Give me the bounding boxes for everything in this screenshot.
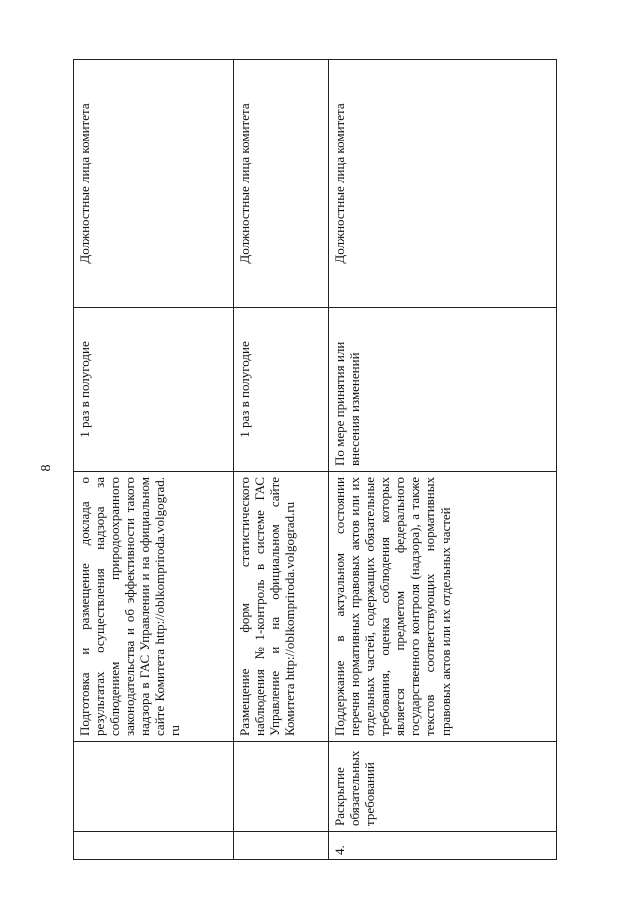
row-responsible: Должностные лица комитета [329,60,557,308]
row-area [74,742,234,832]
row-number [234,832,329,860]
page-number: 8 [39,464,54,472]
row-activity [234,472,329,742]
row-term: 1 раз в полугодие [234,308,329,472]
row-number: 4. [329,832,557,860]
row-responsible: Должностные лица комитета [234,60,329,308]
row-number [74,832,234,860]
row-term: 1 раз в полугодие [74,308,234,472]
row-area: Раскрытие обязательных требований [329,742,557,832]
activity-text: Размещение форм статистического наблюдения №1-контроль в системе ГАС Управление и на официальном сайте Комитета [237,477,298,736]
measures-table [73,59,557,860]
row-term: По мере принятия или внесения изменений [329,308,557,472]
activity-url: http://oblkompriroda.volgograd.ru [152,477,183,736]
table-row [234,60,329,860]
activity-url: http://oblkompriroda.volgograd.ru [282,501,298,681]
table-row [329,60,557,860]
row-activity [329,472,557,742]
activity-text: Поддержание в актуальном состоянии перечня нормативных правовых актов или их отдельных частей, содержащих обязательные требования, оценка соблюдения которых является предметом федерального государственного контроля (надзора), а также текстов соответствующих нормативных правовых актов или их отдельных частей [332,477,453,736]
table-row [74,60,234,860]
row-responsible: Должностные лица комитета [74,60,234,308]
row-activity [74,472,234,742]
table-wrapper [73,60,557,860]
activity-text: Подготовка и размещение доклада о результатах осуществления надзора за соблюдением природоохранного законодательства и об эффективности такого надзора в ГАС Управлении и на официальном сайте Комитета [77,477,168,736]
row-area [234,742,329,832]
